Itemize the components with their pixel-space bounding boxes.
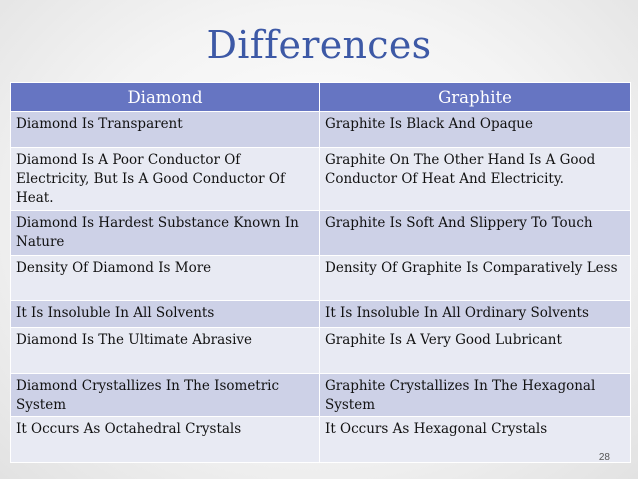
diamond-cell: Diamond Crystallizes In The Isometric System xyxy=(11,374,320,417)
graphite-cell: Graphite Crystallizes In The Hexagonal System xyxy=(320,374,631,417)
comparison-table xyxy=(10,82,631,463)
table-row xyxy=(11,417,631,463)
graphite-cell: Graphite Is A Very Good Lubricant xyxy=(320,328,631,374)
table-row xyxy=(11,256,631,301)
table-row xyxy=(11,112,631,148)
graphite-cell: Graphite Is Soft And Slippery To Touch xyxy=(320,211,631,256)
table-row xyxy=(11,301,631,328)
table-row xyxy=(11,328,631,374)
table-row xyxy=(11,148,631,211)
graphite-cell: It Is Insoluble In All Ordinary Solvents xyxy=(320,301,631,328)
diamond-cell: Density Of Diamond Is More xyxy=(11,256,320,301)
table-row xyxy=(11,211,631,256)
table-header-row xyxy=(11,83,631,112)
diamond-cell: It Occurs As Octahedral Crystals xyxy=(11,417,320,463)
header-diamond: Diamond xyxy=(11,83,320,112)
header-graphite: Graphite xyxy=(320,83,631,112)
page-number: 28 xyxy=(598,452,610,463)
slide-title: Differences xyxy=(206,23,432,67)
diamond-cell: It Is Insoluble In All Solvents xyxy=(11,301,320,328)
graphite-cell: Graphite Is Black And Opaque xyxy=(320,112,631,148)
diamond-cell: Diamond Is Hardest Substance Known In Nature xyxy=(11,211,320,256)
diamond-cell: Diamond Is A Poor Conductor Of Electricity, But Is A Good Conductor Of Heat. xyxy=(11,148,320,211)
table-row xyxy=(11,374,631,417)
graphite-cell: Graphite On The Other Hand Is A Good Conductor Of Heat And Electricity. xyxy=(320,148,631,211)
diamond-cell: Diamond Is Transparent xyxy=(11,112,320,148)
diamond-cell: Diamond Is The Ultimate Abrasive xyxy=(11,328,320,374)
graphite-cell: It Occurs As Hexagonal Crystals xyxy=(320,417,631,463)
graphite-cell: Density Of Graphite Is Comparatively Less xyxy=(320,256,631,301)
